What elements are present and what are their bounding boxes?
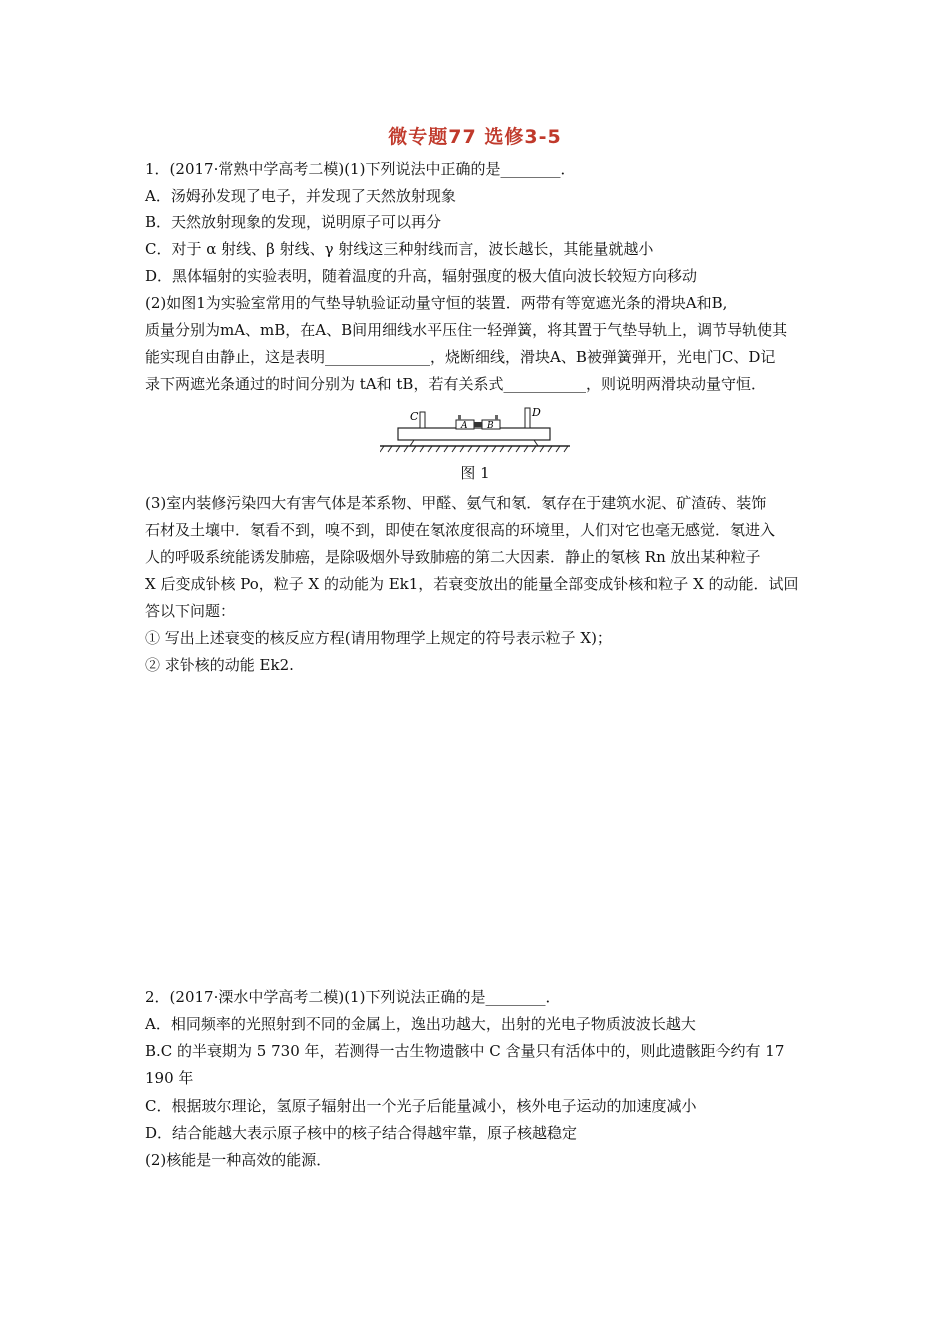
q2-option-d: D．结合能越大表示原子核中的核子结合得越牢靠，原子核越稳定 — [145, 1124, 578, 1142]
q1-part2-line1: (2)如图1为实验室常用的气垫导轨验证动量守恒的装置．两带有等宽遮光条的滑块A和B, — [145, 294, 728, 312]
figure-caption: 图 1 — [460, 464, 490, 482]
label-a: A — [461, 421, 468, 431]
q1-part3-line2: 石材及土壤中．氡看不到，嗅不到，即使在氡浓度很高的环境里，人们对它也毫无感觉．氡进入 — [145, 521, 776, 539]
q1-part2-line2: 质量分别为mA、mB，在A、B间用细线水平压住一轻弹簧，将其置于气垫导轨上，调节导轨使其 — [145, 321, 788, 339]
label-d: D — [532, 406, 541, 419]
q1-header: 1．(2017·常熟中学高考二模)(1)下列说法中正确的是________． — [145, 160, 576, 178]
air-track-figure — [380, 404, 570, 458]
q1-option-d: D．黑体辐射的实验表明，随着温度的升高，辐射强度的极大值向波长较短方向移动 — [145, 267, 698, 285]
q2-option-a: A．相同频率的光照射到不同的金属上，逸出功越大，出射的光电子物质波波长越大 — [145, 1015, 696, 1033]
q2-option-c: C．根据玻尔理论，氢原子辐射出一个光子后能量减小，核外电子运动的加速度减小 — [145, 1097, 697, 1115]
page-title: 微专题77 选修3-5 — [388, 126, 562, 148]
q2-option-b-line2: 190 年 — [145, 1069, 194, 1087]
q1-part3-line3: 人的呼吸系统能诱发肺癌，是除吸烟外导致肺癌的第二大因素．静止的氡核 Rn 放出某种粒子 — [145, 548, 761, 566]
q1-option-b: B．天然放射现象的发现，说明原子可以再分 — [145, 213, 442, 231]
q1-part3-item1: ① 写出上述衰变的核反应方程(请用物理学上规定的符号表示粒子 X)； — [145, 629, 612, 647]
q1-option-a: A．汤姆孙发现了电子，并发现了天然放射现象 — [145, 187, 456, 205]
q1-part3-line5: 答以下问题： — [145, 602, 236, 620]
q1-option-c: C．对于 α 射线、β 射线、γ 射线这三种射线而言，波长越长，其能量就越小 — [145, 240, 654, 258]
q1-part3-line4: X 后变成钋核 Po，粒子 X 的动能为 Ek1，若衰变放出的能量全部变成钋核和粒子 X 的动能．试回 — [145, 575, 799, 593]
label-c: C — [410, 410, 419, 423]
q1-part3-item2: ② 求钋核的动能 Ek2. — [145, 656, 294, 674]
q2-header: 2．(2017·溧水中学高考二模)(1)下列说法正确的是________． — [145, 988, 561, 1006]
q2-option-b-line1: B.C 的半衰期为 5 730 年，若测得一古生物遗骸中 C 含量只有活体中的，则此遗骸距今约有 17 — [145, 1042, 785, 1060]
q2-part2: (2)核能是一种高效的能源． — [145, 1151, 332, 1169]
label-b: B — [487, 421, 494, 431]
q1-part3-line1: (3)室内装修污染四大有害气体是苯系物、甲醛、氨气和氡．氡存在于建筑水泥、矿渣砖、装饰 — [145, 494, 767, 512]
q1-part2-line4: 录下两遮光条通过的时间分别为 tA和 tB，若有关系式___________，则说明两滑块动量守恒． — [145, 375, 766, 393]
q1-part2-line3: 能实现自由静止，这是表明______________，烧断细线，滑块A、B被弹簧弹开，光电门C、D记 — [145, 348, 776, 366]
